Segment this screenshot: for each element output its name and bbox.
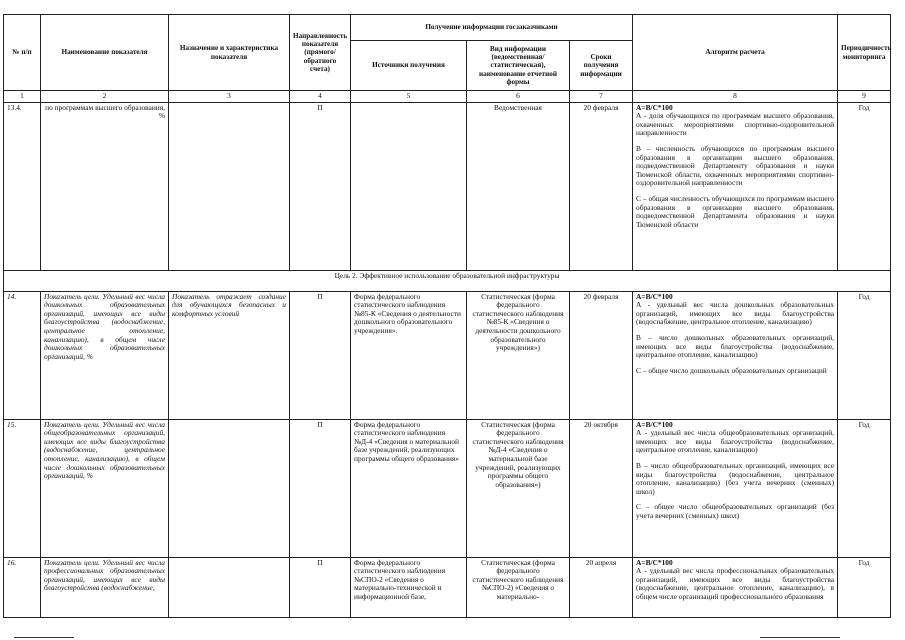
row-direction: П — [290, 102, 351, 270]
algo-para: С – общее число дошкольных образовательных организаций — [636, 365, 827, 375]
row-info-type: Статистическая (форма федерального статистического наблюдения №Д-4 «Сведения о материальной базе учреждений, реализующих программы общего образования») — [467, 419, 570, 557]
row-purpose — [169, 419, 290, 557]
row-direction: П — [290, 419, 351, 557]
col-number: 2 — [41, 91, 169, 103]
row-term: 20 октября — [570, 419, 633, 557]
row-source — [351, 102, 467, 270]
table-row — [4, 557, 891, 617]
algo-para: В – число общеобразовательных организаций, имеющих все виды благоустройства (водоснабжение, центральное отопление, канализацию) (без учета вечерних (сменных) школ) — [636, 460, 835, 496]
header-period: Периодичность мониторинга — [838, 15, 891, 91]
row-num: 14. — [4, 291, 41, 419]
goal-row — [4, 270, 891, 291]
row-period: Год — [838, 419, 891, 557]
algo-para: В – число дошкольных образовательных организаций, имеющих все виды благоустройства (водоснабжение, центральное отопление, канализацию) — [636, 332, 835, 360]
row-info-type: Статистическая (форма федерального статистического наблюдения №85-К «Сведения о деятельности дошкольного образовательного учреждения») — [467, 291, 570, 419]
row-term: 20 апреля — [570, 557, 633, 617]
table-row — [4, 102, 891, 270]
table-row — [4, 419, 891, 557]
row-info-type: Статистическая (форма федерального статистического наблюдения №СПО-2) «Сведения о материально- — [467, 557, 570, 617]
row-name: Показатель цели. Удельный вес числа дошкольных образовательных организаций, имеющих все виды благоустройства (водоснабжение, центральное отопление, канализацию), в общем числе дошкольных образовательных организаций, % — [41, 291, 169, 419]
row-purpose — [169, 557, 290, 617]
row-name: по программам высшего образования, % — [41, 102, 169, 270]
algo-para: С – общая численность обучающихся по программам высшего образования в организации высшего образования, подведомственной Департамента образования и науки Тюменской области — [636, 193, 835, 229]
row-source: Форма федерального статистического наблюдения №СПО-2 «Сведения о материально-технической и информационной базе, — [351, 557, 467, 617]
row-algorithm — [633, 291, 838, 419]
column-numbers-row — [4, 91, 891, 103]
row-period: Год — [838, 557, 891, 617]
scan-edge-line — [14, 637, 74, 638]
header-sources: Источники получения — [351, 41, 467, 91]
col-number: 6 — [467, 91, 570, 103]
header-info-group: Получение информации госзаказчиками — [351, 15, 633, 41]
row-name: Показатель цели. Удельный вес числа общеобразовательных организаций, имеющих все виды благоустройства (водоснабжение, центральное отопление, канализацию), в общем числе дошкольных образовательных организаций, % — [41, 419, 169, 557]
row-num: 16. — [4, 557, 41, 617]
col-number: 1 — [4, 91, 41, 103]
header-algorithm: Алгоритм расчета — [633, 15, 838, 91]
row-num: 15. — [4, 419, 41, 557]
algo-para: С – общее число общеобразовательных организаций (без учета вечерних (сменных) школ) — [636, 502, 835, 520]
row-algorithm — [633, 419, 838, 557]
col-number: 4 — [290, 91, 351, 103]
col-number: 8 — [633, 91, 838, 103]
algo-formula: А=В/С*100 — [636, 419, 673, 429]
row-algorithm — [633, 557, 838, 617]
row-name: Показатель цели. Удельный вес числа профессиональных образовательных организаций, имеющих все виды благоустройства (водоснабжение, — [41, 557, 169, 617]
row-source: Форма федерального статистического наблюдения №85-К «Сведения о деятельности дошкольного образовательного учреждения». — [351, 291, 467, 419]
row-period: Год — [838, 102, 891, 270]
col-number: 9 — [838, 91, 891, 103]
row-source: Форма федерального статистического наблюдения №Д-4 «Сведения о материальной базе учреждений, реализующих программы общего образования» — [351, 419, 467, 557]
row-purpose — [169, 102, 290, 270]
scan-edge-line — [760, 637, 840, 638]
table-row — [4, 291, 891, 419]
col-number: 7 — [570, 91, 633, 103]
row-direction: П — [290, 291, 351, 419]
algo-para: А - удельный вес числа общеобразовательных организаций, имеющих все виды благоустройства (водоснабжение, центральное отопление, канализацию) — [636, 428, 835, 455]
row-direction: П — [290, 557, 351, 617]
row-term: 20 февраля — [570, 291, 633, 419]
header-purpose: Назначение и характеристика показателя — [169, 15, 290, 91]
row-purpose: Показатель отражает создание для обучающихся безопасных и комфортных условий — [169, 291, 290, 419]
algo-formula: А=В/С*100 — [636, 291, 673, 301]
row-term: 20 февраля — [570, 102, 633, 270]
row-algorithm — [633, 102, 838, 270]
row-period: Год — [838, 291, 891, 419]
header-direction: Направленность показателя (прямого/обратного счета) — [290, 15, 351, 91]
header-terms: Сроки получения информации — [570, 41, 633, 91]
col-number: 5 — [351, 91, 467, 103]
goal-title: Цель 2. Эффективное использование образовательной инфраструктуры — [4, 270, 891, 291]
algo-para: А - удельный вес числа дошкольных образовательных организаций, имеющих все виды благоустройства (водоснабжение, центральное отопление, канализацию) — [636, 300, 835, 327]
header-num: № п/п — [4, 15, 41, 91]
algo-para: В – численность обучающихся по программам высшего образования в организации высшего образования, подведомственной Департаменту образования и науки Тюменской области, охваченных мероприятиями спортивно-оздоровительной направленности — [636, 143, 835, 188]
row-info-type: Ведомственная — [467, 102, 570, 270]
algo-formula: А=В/С*100 — [636, 102, 673, 112]
header-info-type: Вид информации (ведомственная/ статистическая), наименование отчетной формы — [467, 41, 570, 91]
header-name: Наименование показателя — [41, 15, 169, 91]
col-number: 3 — [169, 91, 290, 103]
indicators-table — [3, 14, 891, 618]
algo-para: А - доля обучающихся по программам высшего образования, охваченных мероприятиями спортивно-оздоровительной направленности — [636, 111, 835, 138]
algo-formula: А=В/С*100 — [636, 557, 673, 567]
algo-para: А - удельный вес числа профессиональных образовательных организаций, имеющих все виды благоустройства (водоснабжение, центральное отопление, канализацию), в общем числе организаций профессионального образования — [636, 566, 835, 601]
row-num: 13.4. — [4, 102, 41, 270]
